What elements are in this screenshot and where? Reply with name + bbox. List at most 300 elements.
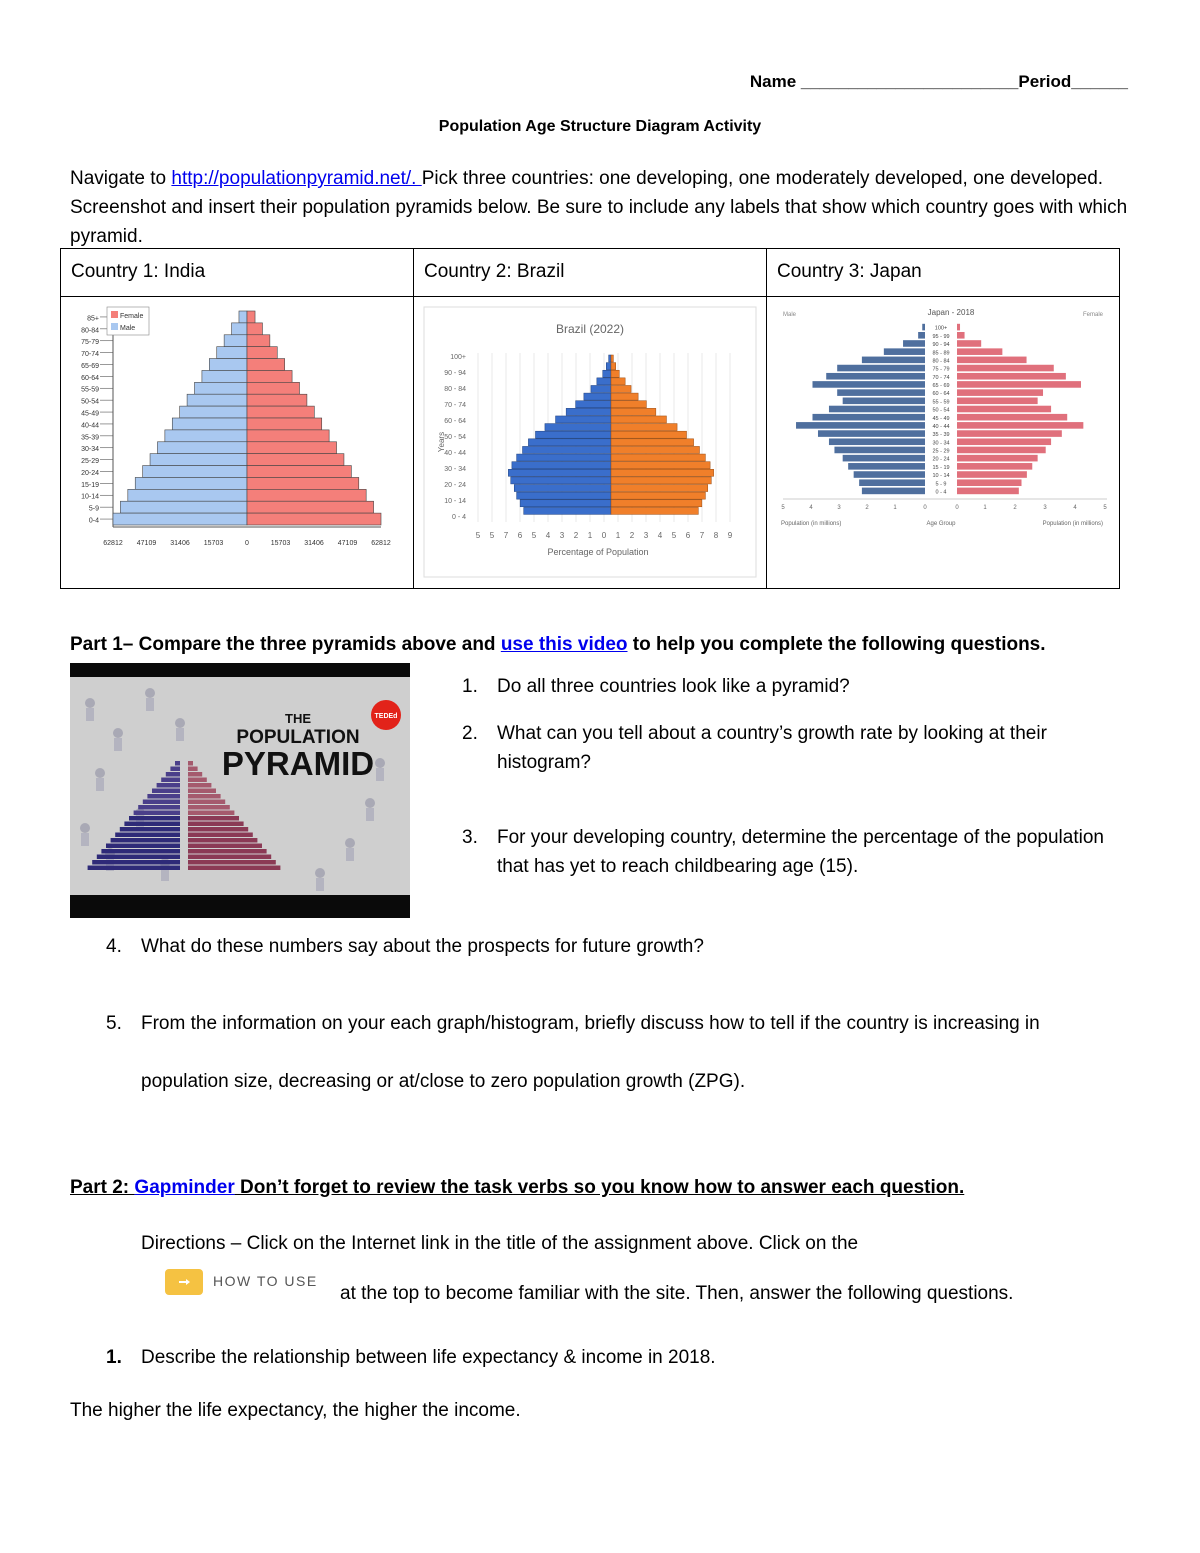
female-bar — [247, 370, 292, 382]
x-tick-label: 1 — [615, 531, 621, 540]
male-bar — [903, 340, 925, 347]
x-tick-label: 31406 — [304, 540, 324, 547]
age-tick-label: 90 - 94 — [932, 342, 950, 349]
male-bar — [224, 335, 247, 347]
male-bar — [843, 455, 925, 462]
female-bar — [247, 335, 270, 347]
video-pyramid-left-bar — [88, 866, 180, 871]
period-blank[interactable]: ______ — [1071, 72, 1128, 91]
male-bar — [843, 398, 925, 405]
video-pyramid-left-bar — [120, 827, 180, 832]
x-tick-label: 2 — [573, 531, 579, 540]
how-to-use-label: HOW TO USE — [213, 1273, 318, 1289]
play-icon — [165, 1269, 203, 1295]
x-tick-label: 15703 — [270, 540, 291, 547]
age-tick-label: 45-49 — [81, 410, 99, 418]
video-top-bar — [70, 663, 410, 677]
female-bar — [611, 378, 625, 385]
female-bar — [247, 347, 277, 359]
age-tick-label: 75-79 — [81, 339, 99, 347]
male-bar — [812, 381, 925, 388]
x-tick-label: 1 — [587, 531, 593, 540]
x-tick-label: 8 — [713, 531, 719, 540]
female-bar — [611, 439, 694, 446]
video-title-population: POPULATION — [236, 727, 360, 748]
populationpyramid-link[interactable]: http://populationpyramid.net/. — [171, 168, 422, 189]
x-tick-label: 0 — [245, 540, 249, 547]
document-title: Population Age Structure Diagram Activity — [438, 118, 762, 135]
female-bar — [611, 385, 631, 392]
x-tick-label: 4 — [545, 531, 551, 540]
male-bar — [591, 385, 611, 392]
age-tick-label: 15-19 — [81, 481, 99, 489]
crowd-figure — [175, 718, 185, 728]
video-pyramid-left-bar — [143, 800, 180, 805]
x-tick-label: 47109 — [337, 540, 358, 547]
female-bar — [611, 507, 698, 514]
age-tick-label: 35-39 — [81, 434, 99, 442]
x-tick-label: 15703 — [203, 540, 224, 547]
x-axis-label: Percentage of Population — [547, 547, 649, 557]
video-pyramid-right-bar — [188, 849, 267, 854]
country-3-header: Country 3: Japan — [767, 249, 1120, 297]
male-bar — [545, 424, 611, 431]
age-tick-label: 80 - 84 — [444, 386, 466, 393]
question-text: What do these numbers say about the prospects for future growth? — [141, 936, 704, 957]
crowd-figure-body — [146, 698, 154, 711]
chart-title: Brazil (2022) — [555, 322, 625, 336]
age-tick-label: 80 - 84 — [932, 358, 950, 365]
female-bar — [957, 463, 1032, 470]
x-tick-label: 4 — [809, 505, 813, 511]
crowd-figure-body — [114, 738, 122, 751]
video-link[interactable]: use this video — [500, 634, 628, 655]
ted-ed-badge-label: TEDEd — [374, 713, 398, 720]
male-bar — [528, 439, 611, 446]
age-tick-label: 65-69 — [81, 362, 99, 370]
female-bar — [957, 348, 1002, 355]
male-bar — [812, 414, 925, 421]
x-tick-label: 62812 — [371, 540, 391, 547]
age-tick-label: 55 - 59 — [932, 399, 950, 406]
video-pyramid-right-bar — [188, 833, 253, 838]
video-pyramid-right-bar — [188, 805, 230, 810]
x-tick-label: 1 — [983, 505, 987, 511]
male-bar — [514, 485, 611, 492]
crowd-figure — [145, 688, 155, 698]
video-pyramid-right-bar — [188, 783, 211, 788]
age-tick-label: 85+ — [87, 315, 99, 323]
video-pyramid-left-bar — [175, 761, 180, 766]
video-pyramid-right-bar — [188, 866, 280, 871]
video-bottom-bar — [70, 895, 410, 918]
y-axis-label: Years — [437, 431, 446, 453]
crowd-figure — [375, 758, 385, 768]
legend-male-label: Male — [120, 325, 136, 332]
video-pyramid-left-bar — [147, 794, 180, 799]
male-bar — [837, 389, 925, 396]
male-bar — [508, 469, 611, 476]
male-bar — [202, 370, 247, 382]
directions-line-2: at the top to become familiar with the site. Then, answer the following questions. — [340, 1283, 1014, 1304]
male-bar — [143, 466, 247, 478]
female-bar — [611, 370, 619, 377]
age-tick-label: 5 - 9 — [935, 481, 947, 488]
crowd-figure — [345, 838, 355, 848]
female-bar — [247, 406, 314, 418]
female-bar — [957, 471, 1027, 478]
age-tick-label: 0 - 4 — [451, 514, 466, 521]
male-bar — [918, 332, 925, 339]
age-tick-label: 50-54 — [81, 398, 99, 406]
brazil-pyramid-chart — [414, 297, 766, 587]
male-bar — [603, 370, 611, 377]
legend-female-label: Female — [120, 313, 144, 320]
age-tick-label: 40-44 — [81, 422, 99, 430]
crowd-figure-body — [86, 708, 94, 721]
age-tick-label: 20 - 24 — [932, 456, 950, 463]
video-pyramid-left-bar — [157, 783, 180, 788]
female-bar — [611, 363, 616, 370]
x-tick-label: 0 — [955, 505, 959, 511]
female-bar — [957, 373, 1066, 380]
male-bar — [209, 359, 247, 371]
male-bar — [523, 446, 612, 453]
female-bar — [957, 357, 1027, 364]
country-2-header: Country 2: Brazil — [414, 249, 767, 297]
video-title-pyramid: PYRAMID — [221, 745, 375, 782]
age-tick-label: 0-4 — [88, 517, 99, 525]
video-pyramid-left-bar — [166, 772, 180, 777]
female-bar — [957, 332, 965, 339]
question-1 — [462, 672, 1122, 701]
video-pyramid-left-bar — [101, 849, 180, 854]
age-tick-label: 65 - 69 — [932, 383, 950, 390]
age-tick-label: 35 - 39 — [932, 432, 950, 439]
male-bar — [150, 454, 247, 466]
age-tick-label: 70 - 74 — [444, 402, 466, 409]
video-pyramid-right-bar — [188, 838, 257, 843]
male-bar — [232, 323, 247, 335]
x-tick-label: 5 — [489, 531, 495, 540]
crowd-figure — [85, 698, 95, 708]
female-bar — [247, 311, 255, 323]
part1-heading — [70, 634, 1046, 656]
age-tick-label: 95 - 99 — [932, 333, 950, 340]
x-tick-label: 5 — [781, 505, 785, 511]
age-tick-label: 100+ — [934, 325, 948, 332]
video-pyramid-left-bar — [152, 789, 180, 794]
female-bar — [957, 340, 981, 347]
female-bar — [247, 359, 285, 371]
male-bar — [854, 471, 925, 478]
age-tick-label: 70-74 — [81, 351, 99, 359]
male-bar — [165, 430, 247, 442]
male-bar — [217, 347, 247, 359]
female-bar — [611, 469, 714, 476]
part2-lead: Part 2: — [70, 1177, 135, 1198]
question-text: What can you tell about a country’s growth rate by looking at their histogram? — [497, 723, 1047, 773]
video-pyramid-left-bar — [124, 822, 180, 827]
female-bar — [247, 442, 337, 454]
age-tick-label: 80-84 — [81, 327, 99, 335]
brazil-pyramid-cell — [414, 297, 767, 589]
intro-prefix: Navigate to — [70, 168, 172, 189]
x-tick-label: 4 — [657, 531, 663, 540]
video-pyramid-left-bar — [170, 767, 180, 772]
x-tick-label: 2 — [629, 531, 635, 540]
india-pyramid-chart — [61, 297, 413, 587]
question-text: Describe the relationship between life expectancy & income in 2018. — [141, 1347, 716, 1368]
x-tick-label: 62812 — [103, 540, 123, 547]
x-tick-label: 1 — [893, 505, 897, 511]
directions-line-1: Directions – Click on the Internet link in the title of the assignment above. Click on the — [141, 1233, 859, 1254]
age-tick-label: 10 - 14 — [932, 473, 950, 480]
age-tick-label: 30 - 34 — [444, 466, 466, 473]
age-tick-label: 10-14 — [81, 493, 99, 501]
female-bar — [611, 492, 705, 499]
x-tick-label: 7 — [503, 531, 509, 540]
part2-question-1 — [106, 1343, 716, 1372]
female-bar — [957, 430, 1062, 437]
male-bar — [520, 500, 611, 507]
age-tick-label: 50 - 54 — [932, 407, 950, 414]
male-bar — [597, 378, 611, 385]
name-blank[interactable]: _______________________ — [800, 72, 1019, 91]
female-bar — [611, 500, 702, 507]
crowd-figure-body — [376, 768, 384, 781]
female-bar — [611, 446, 700, 453]
male-bar — [517, 492, 611, 499]
video-pyramid-right-bar — [188, 855, 271, 860]
video-pyramid-left-bar — [115, 833, 180, 838]
crowd-figure-body — [96, 778, 104, 791]
female-bar — [611, 485, 708, 492]
x-tick-label: 4 — [1073, 505, 1077, 511]
video-pyramid-right-bar — [188, 822, 244, 827]
female-bar — [957, 398, 1038, 405]
part2-tail: Don’t forget to review the task verbs so you know how to answer each question. — [234, 1177, 965, 1198]
question-number: 3. — [462, 827, 478, 848]
male-bar — [172, 418, 247, 430]
question-text: Do all three countries look like a pyramid? — [497, 676, 850, 697]
period-label: Period — [1018, 72, 1072, 91]
male-bar — [837, 365, 925, 372]
female-bar — [247, 477, 359, 489]
x-tick-label: 31406 — [170, 540, 190, 547]
video-pyramid-left-bar — [134, 811, 180, 816]
question-text: From the information on your each graph/histogram, briefly discuss how to tell if the country is increasing in — [141, 1013, 1040, 1034]
age-tick-label: 30 - 34 — [932, 440, 950, 447]
question-number: 5. — [106, 1013, 122, 1034]
female-bar — [611, 462, 710, 469]
part1-questions-list — [462, 672, 1122, 881]
video-pyramid-right-bar — [188, 844, 262, 849]
female-bar — [247, 430, 329, 442]
age-tick-label: 0 - 4 — [935, 489, 947, 496]
male-bar — [884, 348, 925, 355]
male-bar — [157, 442, 247, 454]
female-bar — [611, 477, 711, 484]
age-tick-label: 60 - 64 — [444, 418, 466, 425]
name-period-line — [0, 72, 1128, 92]
male-bar — [113, 513, 247, 525]
male-bar — [862, 488, 925, 495]
male-bar — [584, 393, 611, 400]
female-bar — [957, 479, 1022, 486]
video-title-the: THE — [285, 711, 311, 726]
female-bar — [247, 323, 262, 335]
how-to-use-button[interactable] — [165, 1268, 335, 1296]
answer-text: The higher the life expectancy, the higher the income. — [70, 1400, 521, 1421]
crowd-figure — [315, 868, 325, 878]
crowd-figure-body — [316, 878, 324, 891]
gapminder-link[interactable]: Gapminder — [134, 1177, 235, 1198]
x-tick-label: 5 — [475, 531, 481, 540]
female-bar — [957, 414, 1067, 421]
male-bar — [834, 447, 925, 454]
x-tick-label: 9 — [727, 531, 733, 540]
age-tick-label: 25-29 — [81, 458, 99, 466]
part1-tail: to help you complete the following questions. — [627, 634, 1046, 655]
legend-male-swatch — [111, 323, 118, 330]
age-tick-label: 15 - 19 — [932, 464, 950, 471]
male-bar — [848, 463, 925, 470]
x-tick-label: 7 — [699, 531, 705, 540]
video-pyramid-left-bar — [138, 805, 180, 810]
x-tick-label: 5 — [671, 531, 677, 540]
japan-pyramid-cell — [767, 297, 1120, 589]
male-bar — [556, 416, 611, 423]
crowd-figure-body — [81, 833, 89, 846]
video-pyramid-left-bar — [92, 860, 180, 865]
age-tick-label: 55-59 — [81, 386, 99, 394]
video-pyramid-right-bar — [188, 816, 239, 821]
part1-lead: Part 1– Compare the three pyramids above and — [70, 634, 501, 655]
female-bar — [611, 424, 677, 431]
x-tick-label: 6 — [685, 531, 691, 540]
male-bar — [609, 355, 611, 362]
question-number: 2. — [462, 723, 478, 744]
male-bar — [859, 479, 925, 486]
video-pyramid-right-bar — [188, 794, 221, 799]
video-pyramid-right-bar — [188, 827, 248, 832]
male-bar — [829, 438, 925, 445]
video-pyramid-right-bar — [188, 778, 207, 783]
x-tick-label: 2 — [865, 505, 869, 511]
age-tick-label: 10 - 14 — [444, 498, 466, 505]
female-bar — [247, 501, 374, 513]
video-pyramid-right-bar — [188, 789, 216, 794]
question-5 — [106, 1009, 1066, 1038]
question-text: For your developing country, determine the percentage of the population that has yet to reach childbearing age (15). — [497, 827, 1104, 877]
female-bar — [611, 401, 646, 408]
video-thumbnail-art — [70, 663, 410, 918]
crowd-figure-body — [366, 808, 374, 821]
bottom-center-label: Age Group — [926, 521, 956, 527]
bottom-right-label: Population (in millions) — [1042, 521, 1103, 527]
female-bar — [247, 454, 344, 466]
female-bar — [957, 447, 1046, 454]
male-bar — [818, 430, 925, 437]
male-bar — [524, 507, 611, 514]
male-bar — [512, 462, 611, 469]
age-tick-label: 70 - 74 — [932, 374, 950, 381]
x-tick-label: 5 — [1103, 505, 1107, 511]
female-bar — [957, 488, 1019, 495]
male-bar — [180, 406, 247, 418]
female-bar — [247, 382, 299, 394]
question-number: 4. — [106, 936, 122, 957]
question-2 — [462, 719, 1122, 777]
male-bar — [862, 357, 925, 364]
age-tick-label: 40 - 44 — [932, 423, 950, 430]
crowd-figure — [113, 728, 123, 738]
intro-text: Pick three countries: one developing, one moderately developed, one developed. Screenshot and insert their population pyramids below. Be sure to include any labels that show which country goes with which pyramid. — [70, 168, 1128, 247]
age-tick-label: 60-64 — [81, 374, 99, 382]
age-tick-label: 30-34 — [81, 446, 99, 454]
female-bar — [247, 418, 322, 430]
female-bar — [957, 381, 1081, 388]
x-tick-label: 5 — [531, 531, 537, 540]
video-pyramid-left-bar — [106, 844, 180, 849]
female-bar — [957, 389, 1043, 396]
legend-female-swatch — [111, 311, 118, 318]
video-pyramid-left-bar — [97, 855, 180, 860]
video-pyramid-left-bar — [129, 816, 180, 821]
age-tick-label: 85 - 89 — [932, 350, 950, 357]
age-tick-label: 90 - 94 — [444, 370, 466, 377]
age-tick-label: 45 - 49 — [932, 415, 950, 422]
female-bar — [611, 416, 666, 423]
japan-pyramid-chart — [767, 297, 1119, 587]
x-tick-label: 0 — [601, 531, 607, 540]
male-bar — [120, 501, 247, 513]
male-bar — [576, 401, 611, 408]
male-bar — [128, 489, 247, 501]
female-bar — [957, 422, 1083, 429]
question-number: 1. — [462, 676, 478, 697]
female-bar — [611, 408, 656, 415]
male-bar — [566, 408, 611, 415]
age-tick-label: 25 - 29 — [932, 448, 950, 455]
x-tick-label: 3 — [643, 531, 649, 540]
chart-title: Japan - 2018 — [927, 308, 975, 317]
female-bar — [247, 466, 351, 478]
right-label: Female — [1082, 312, 1103, 318]
female-bar — [957, 324, 960, 331]
crowd-figure — [365, 798, 375, 808]
population-pyramid-video-thumbnail[interactable] — [70, 663, 410, 918]
age-tick-label: 75 - 79 — [932, 366, 950, 373]
video-pyramid-right-bar — [188, 772, 202, 777]
question-5-continued: population size, decreasing or at/close to zero population growth (ZPG). — [141, 1071, 746, 1092]
female-bar — [247, 394, 307, 406]
female-bar — [611, 393, 638, 400]
x-tick-label: 3 — [559, 531, 565, 540]
video-pyramid-right-bar — [188, 811, 234, 816]
country-1-header: Country 1: India — [61, 249, 414, 297]
age-tick-label: 60 - 64 — [932, 391, 950, 398]
male-bar — [826, 373, 925, 380]
female-bar — [247, 489, 366, 501]
female-bar — [611, 431, 687, 438]
age-tick-label: 20-24 — [81, 469, 99, 477]
question-4 — [106, 932, 704, 961]
video-pyramid-left-bar — [161, 778, 180, 783]
india-pyramid-cell — [61, 297, 414, 589]
video-pyramid-left-bar — [111, 838, 180, 843]
